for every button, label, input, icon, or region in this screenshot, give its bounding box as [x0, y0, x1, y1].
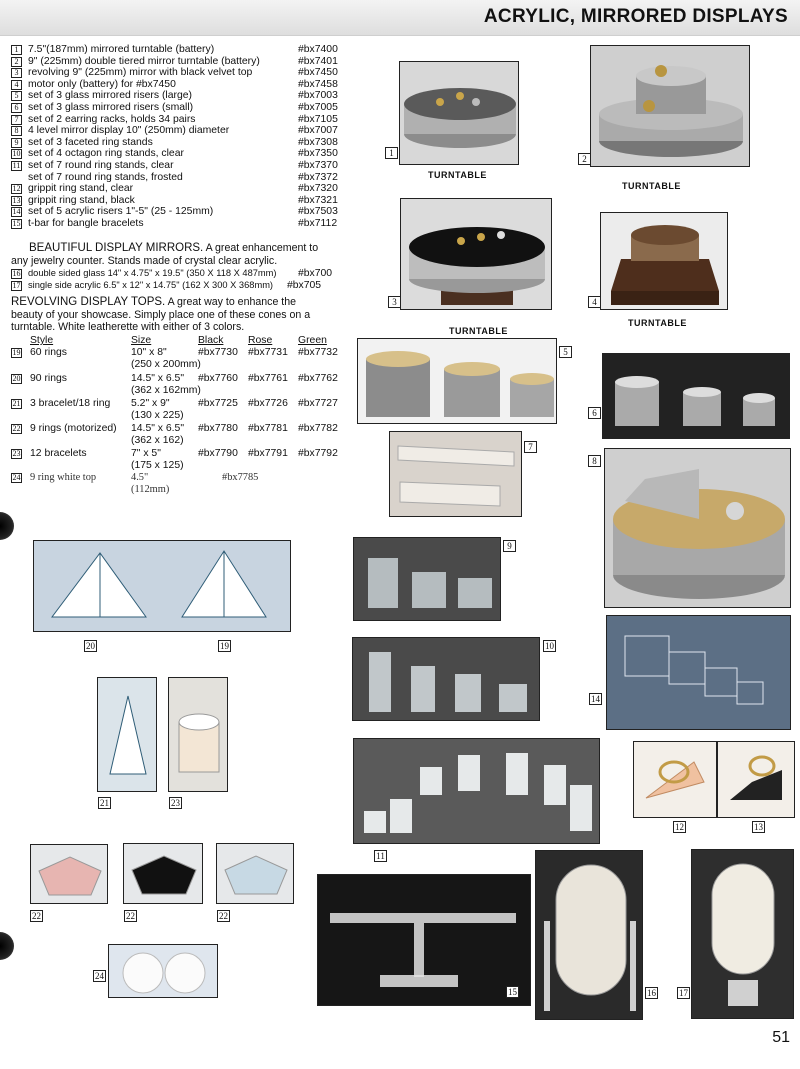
row-metric: (250 x 200mm) — [131, 359, 201, 370]
photo-4-level-mirror — [604, 448, 791, 608]
item-sku: #bx7007 — [298, 125, 338, 137]
photo-earring-rack — [389, 431, 522, 517]
mirrors-intro — [11, 242, 351, 267]
mirror-graphic — [692, 850, 794, 1019]
item-number: 19 — [12, 348, 21, 357]
row-size: 7" x 5" — [131, 448, 161, 459]
item-sku: #bx700 — [298, 268, 333, 279]
item-desc: set of 3 glass mirrored risers (large) — [28, 90, 192, 102]
item-sku: #bx7105 — [298, 113, 338, 125]
row-rose: #bx7791 — [248, 448, 288, 459]
item-tag: 22 — [32, 911, 41, 921]
row-black: #bx7730 — [198, 347, 238, 358]
item-tag: 14 — [591, 694, 600, 704]
item-tag: 20 — [86, 641, 95, 651]
row-green: #bx7727 — [298, 398, 338, 409]
photo-octagon-ring-stands — [352, 637, 540, 721]
item-number: 4 — [11, 80, 22, 90]
item-number: 16 — [12, 269, 21, 278]
photo-grippit-black — [717, 741, 795, 818]
item-tag: 23 — [171, 798, 180, 808]
ring-stands-graphic — [354, 538, 501, 621]
item-number: 12 — [12, 184, 21, 194]
item-number: 3 — [11, 68, 22, 78]
risers-graphic — [603, 354, 790, 439]
row-black: #bx7780 — [198, 423, 238, 434]
photo-mirror-risers-small — [602, 353, 790, 439]
mirrors-text: A great enhancement to — [205, 242, 319, 254]
list-item — [11, 280, 356, 292]
item-number: 8 — [11, 126, 22, 136]
grippit-graphic — [634, 742, 717, 818]
tops-line-1: A great way to enhance the — [167, 296, 297, 308]
item-tag: 19 — [220, 641, 229, 651]
item-sku: #bx7450 — [298, 67, 338, 79]
photo-motorized-top-1 — [30, 844, 108, 904]
binder-hole — [0, 512, 14, 540]
row-green: #bx7782 — [298, 423, 338, 434]
item-desc: set of 3 glass mirrored risers (small) — [28, 101, 194, 113]
list-item — [11, 102, 356, 114]
row-size: 4.5" — [131, 472, 149, 483]
row-style: 90 rings — [30, 373, 67, 384]
binder-hole — [0, 932, 14, 960]
item-desc: grippit ring stand, black — [28, 194, 135, 206]
item-desc: set of 2 earring racks, holds 34 pairs — [28, 113, 196, 125]
item-sku: #bx7400 — [298, 44, 338, 55]
item-tag: 17 — [679, 988, 688, 998]
tops-intro — [11, 296, 351, 334]
item-desc: single side acrylic 6.5" x 12" x 14.75" (162 X 300 X 368mm) — [28, 279, 274, 290]
mirror-display-graphic — [605, 449, 791, 608]
item-desc: grippit ring stand, clear — [28, 183, 134, 195]
photo-acrylic-risers — [606, 615, 791, 730]
row-style: 60 rings — [30, 347, 67, 358]
item-tag: 2 — [578, 153, 591, 165]
row-metric: (362 x 162) — [131, 435, 184, 446]
item-number: 5 — [11, 91, 22, 101]
turntable-label: TURNTABLE — [622, 181, 681, 191]
turntable-graphic — [591, 46, 750, 167]
photo-bracelet-cone — [97, 677, 157, 792]
item-sku: #bx7372 — [298, 171, 338, 183]
list-item — [11, 183, 356, 195]
list-item — [11, 125, 356, 137]
item-desc: revolving 9" (225mm) mirror with black velvet top — [28, 67, 253, 79]
item-desc: set of 4 octagon ring stands, clear — [28, 148, 184, 160]
item-sku: #bx7003 — [298, 90, 338, 102]
t-bar-graphic — [318, 875, 531, 1006]
row-metric: (130 x 225) — [131, 410, 184, 421]
item-tag: 3 — [388, 296, 401, 308]
row-black: #bx7725 — [198, 398, 238, 409]
item-tag: 13 — [754, 822, 763, 832]
item-number: 24 — [12, 473, 21, 482]
item-desc: set of 7 round ring stands, clear — [28, 159, 174, 171]
row-sku: #bx7785 — [222, 472, 259, 483]
item-desc: set of 3 faceted ring stands — [28, 136, 153, 148]
col-style: Style — [30, 335, 54, 346]
item-number: 10 — [12, 149, 21, 159]
row-green: #bx7792 — [298, 448, 338, 459]
photo-display-cones — [33, 540, 291, 632]
row-metric: (112mm) — [131, 484, 170, 495]
list-item — [11, 206, 356, 218]
cone-graphic — [98, 678, 157, 792]
turntable-label: TURNTABLE — [628, 318, 687, 328]
row-style: 9 rings (motorized) — [30, 423, 117, 434]
item-number: 23 — [12, 449, 21, 458]
list-item — [11, 56, 356, 68]
photo-white-tops — [108, 944, 218, 998]
row-metric: (175 x 125) — [131, 460, 184, 471]
list-item — [11, 137, 356, 149]
row-rose: #bx7731 — [248, 347, 288, 358]
tops-line-3: turntable. White leatherette with either of 3 colors. — [11, 321, 245, 333]
col-rose: Rose — [248, 335, 273, 346]
item-sku: #bx7503 — [298, 206, 338, 218]
row-style: 3 bracelet/18 ring — [30, 398, 111, 409]
mirrors-heading: BEAUTIFUL DISPLAY MIRRORS. — [29, 242, 204, 254]
item-desc: 9" (225mm) double tiered mirror turntable (battery) — [28, 55, 260, 67]
acrylic-risers-graphic — [607, 616, 791, 730]
item-tag: 6 — [588, 407, 601, 419]
row-size: 14.5" x 6.5" — [131, 373, 185, 384]
photo-mirror-double — [535, 850, 643, 1020]
item-number: 14 — [12, 207, 21, 217]
item-tag: 8 — [588, 455, 601, 467]
item-number: 6 — [11, 103, 22, 113]
col-size: Size — [131, 335, 152, 346]
ring-stands-graphic — [354, 739, 600, 844]
item-number: 17 — [12, 280, 21, 290]
row-metric: (362 x 162mm) — [131, 385, 201, 396]
item-tag: 11 — [374, 850, 387, 862]
item-tag: 21 — [100, 798, 109, 808]
row-rose: #bx7781 — [248, 423, 288, 434]
list-item — [11, 67, 356, 79]
turntable-label: TURNTABLE — [449, 326, 508, 336]
row-style: 9 ring white top — [30, 472, 97, 483]
list-item — [11, 218, 356, 230]
mirror-graphic — [536, 851, 643, 1020]
item-tag: 22 — [126, 911, 135, 921]
cones-graphic — [34, 541, 291, 632]
motor-graphic — [601, 213, 728, 310]
photo-turntable-1 — [399, 61, 519, 165]
photo-turntable-2 — [590, 45, 750, 167]
item-number: 15 — [12, 218, 21, 228]
item-sku: #bx705 — [287, 279, 322, 291]
item-tag: 15 — [508, 987, 517, 997]
item-number: 2 — [11, 57, 22, 67]
item-tag: 1 — [385, 147, 398, 159]
list-item — [11, 114, 356, 126]
row-black: #bx7760 — [198, 373, 238, 384]
row-size: 5.2" x 9" — [131, 398, 170, 409]
page-title: ACRYLIC, MIRRORED DISPLAYS — [483, 6, 788, 27]
ring-stands-graphic — [353, 638, 540, 721]
item-tag: 22 — [219, 911, 228, 921]
earring-rack-graphic — [390, 432, 522, 517]
tops-line-2: beauty of your showcase. Simply place one of these cones on a — [11, 308, 311, 321]
list-item — [11, 90, 356, 102]
list-item — [11, 268, 356, 280]
item-desc: 4 level mirror display 10" (250mm) diameter — [28, 125, 230, 137]
row-size: 10" x 8" — [131, 347, 167, 358]
item-tag: 4 — [588, 296, 601, 308]
mirror-list — [11, 268, 356, 291]
item-sku: #bx7321 — [298, 194, 338, 206]
item-number: 11 — [12, 160, 21, 170]
top-graphic — [31, 845, 108, 904]
item-desc: 7.5"(187mm) mirrored turntable (battery) — [28, 44, 215, 55]
turntable-graphic — [401, 199, 552, 310]
item-tag: 5 — [559, 346, 572, 358]
item-desc: t-bar for bangle bracelets — [28, 217, 144, 229]
item-sku: #bx7458 — [298, 78, 338, 90]
row-green: #bx7762 — [298, 373, 338, 384]
item-number: 7 — [11, 115, 22, 125]
item-tag: 16 — [647, 988, 656, 998]
item-desc: double sided glass 14" x 4.75" x 19.5" (350 X 118 X 487mm) — [28, 268, 277, 278]
list-item — [11, 148, 356, 160]
photo-motorized-top-2 — [123, 843, 203, 904]
item-number: 13 — [12, 195, 21, 205]
product-list — [11, 44, 356, 230]
photo-bracelet-drum — [168, 677, 228, 792]
photo-grippit-clear — [633, 741, 717, 818]
photo-mirror-risers-large — [357, 338, 557, 424]
item-tag: 24 — [95, 971, 104, 981]
item-sku: #bx7308 — [298, 136, 338, 148]
turntable-label: TURNTABLE — [428, 170, 487, 180]
row-green: #bx7732 — [298, 347, 338, 358]
row-rose: #bx7761 — [248, 373, 288, 384]
item-tag: 7 — [524, 441, 537, 453]
col-green: Green — [298, 335, 327, 346]
item-number: 22 — [12, 424, 21, 433]
photo-turntable-3 — [400, 198, 552, 310]
item-sku: #bx7370 — [298, 159, 338, 171]
top-graphic — [217, 844, 294, 904]
item-desc: set of 7 round ring stands, frosted — [28, 171, 183, 183]
white-tops-graphic — [109, 945, 218, 998]
item-number: 9 — [11, 138, 22, 148]
tops-heading: REVOLVING DISPLAY TOPS. — [11, 296, 166, 308]
mirrors-text-2: any jewelry counter. Stands made of crystal clear acrylic. — [11, 254, 278, 267]
top-graphic — [124, 844, 203, 904]
risers-graphic — [358, 339, 557, 424]
photo-t-bar — [317, 874, 531, 1006]
item-sku: #bx7401 — [298, 55, 338, 67]
item-tag: 9 — [503, 540, 516, 552]
page-number: 51 — [772, 1029, 790, 1046]
item-desc: motor only (battery) for #bx7450 — [28, 78, 176, 90]
photo-motor — [600, 212, 728, 310]
photo-round-ring-stands — [353, 738, 600, 844]
list-item — [11, 172, 356, 184]
list-item — [11, 79, 356, 91]
turntable-graphic — [400, 62, 519, 165]
list-item — [11, 44, 356, 56]
item-sku: #bx7350 — [298, 148, 338, 160]
grippit-graphic — [718, 742, 795, 818]
item-tag: 10 — [545, 641, 554, 651]
photo-mirror-single — [691, 849, 794, 1019]
photo-motorized-top-3 — [216, 843, 294, 904]
list-item — [11, 195, 356, 207]
photo-faceted-ring-stands — [353, 537, 501, 621]
row-black: #bx7790 — [198, 448, 238, 459]
list-item — [11, 160, 356, 172]
drum-graphic — [169, 678, 228, 792]
item-tag: 12 — [675, 822, 684, 832]
item-sku: #bx7320 — [298, 183, 338, 195]
row-rose: #bx7726 — [248, 398, 288, 409]
item-number: 1 — [11, 45, 22, 55]
item-desc: set of 5 acrylic risers 1"-5" (25 - 125mm) — [28, 206, 214, 218]
col-black: Black — [198, 335, 224, 346]
item-number: 21 — [12, 399, 21, 408]
item-sku: #bx7112 — [298, 217, 338, 229]
row-size: 14.5" x 6.5" — [131, 423, 185, 434]
row-style: 12 bracelets — [30, 448, 87, 459]
item-sku: #bx7005 — [298, 101, 338, 113]
item-number: 20 — [12, 374, 21, 383]
